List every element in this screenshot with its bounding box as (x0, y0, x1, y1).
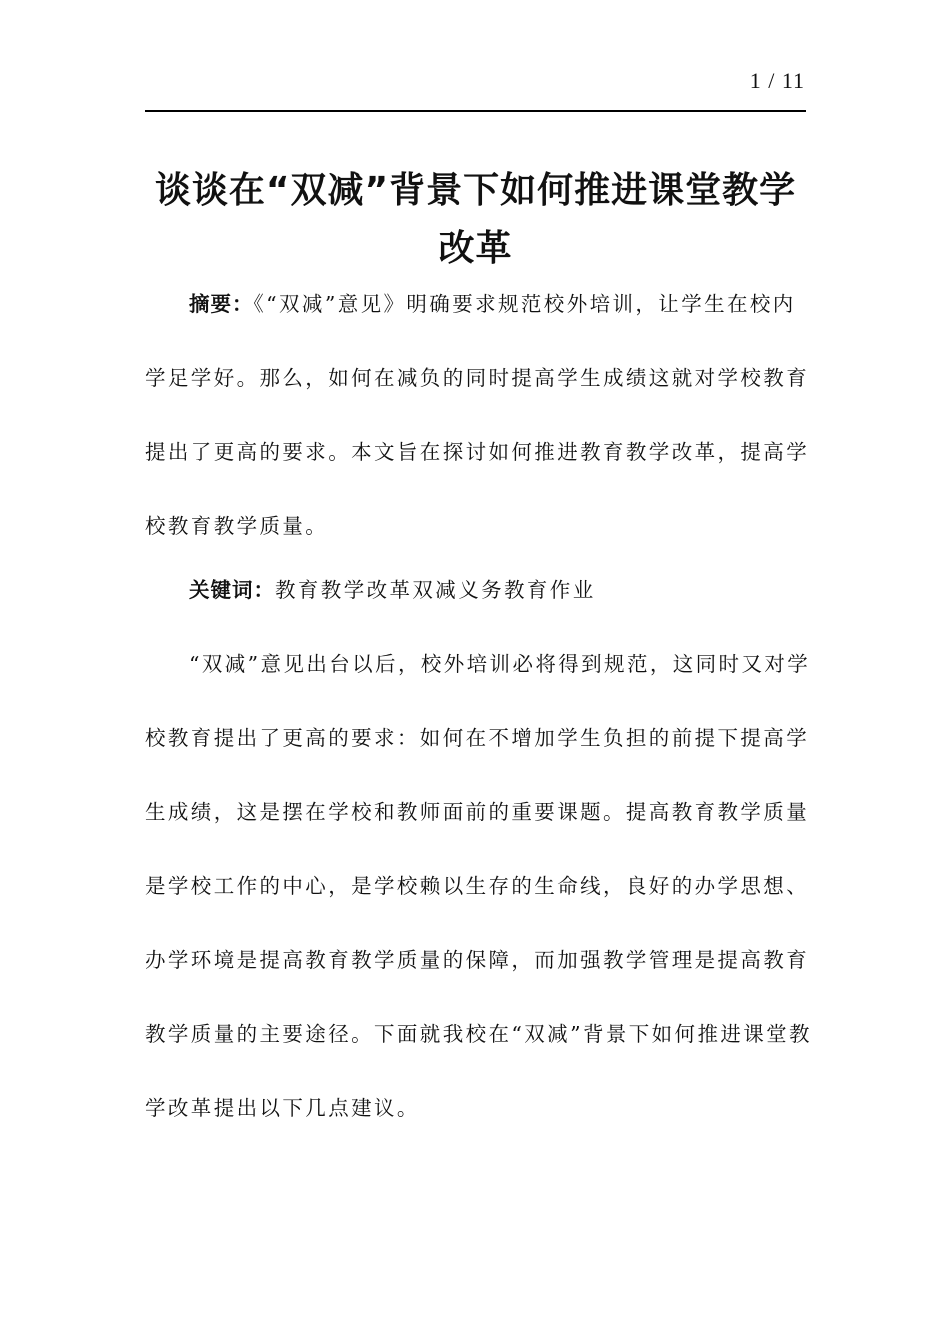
abstract-label: 摘要： (189, 292, 254, 316)
abstract-paragraph (145, 267, 817, 563)
keywords-label: 关键词： (189, 578, 275, 602)
document-title (145, 162, 806, 278)
title-line-1: 谈谈在“双减”背景下如何推进课堂教学 (154, 170, 797, 211)
abstract-text: 《“双减”意见》明确要求规范校外培训，让学生在校内学足学好。那么，如何在减负的同时提高学生成绩这就对学校教育提出了更高的要求。本文旨在探讨如何推进教育教学改革，提高学校教育教学质量。 (145, 292, 810, 538)
keywords-paragraph (145, 553, 817, 627)
title-line-2: 改革 (438, 228, 513, 269)
keywords-text: 教育教学改革双减义务教育作业 (275, 578, 596, 602)
page-number: 1 / 11 (749, 68, 805, 93)
header-divider (145, 110, 806, 112)
intro-paragraph: “双减”意见出台以后，校外培训必将得到规范，这同时又对学校教育提出了更高的要求：如何在不增加学生负担的前提下提高学生成绩，这是摆在学校和教师面前的重要课题。提高教育教学质量是学校工作的中心，是学校赖以生存的生命线，良好的办学思想、办学环境是提高教育教学质量的保障，而加强教学管理是提高教育教学质量的主要途径。下面就我校在“双减”背景下如何推进课堂教学改革提出以下几点建议。 (145, 652, 812, 1120)
